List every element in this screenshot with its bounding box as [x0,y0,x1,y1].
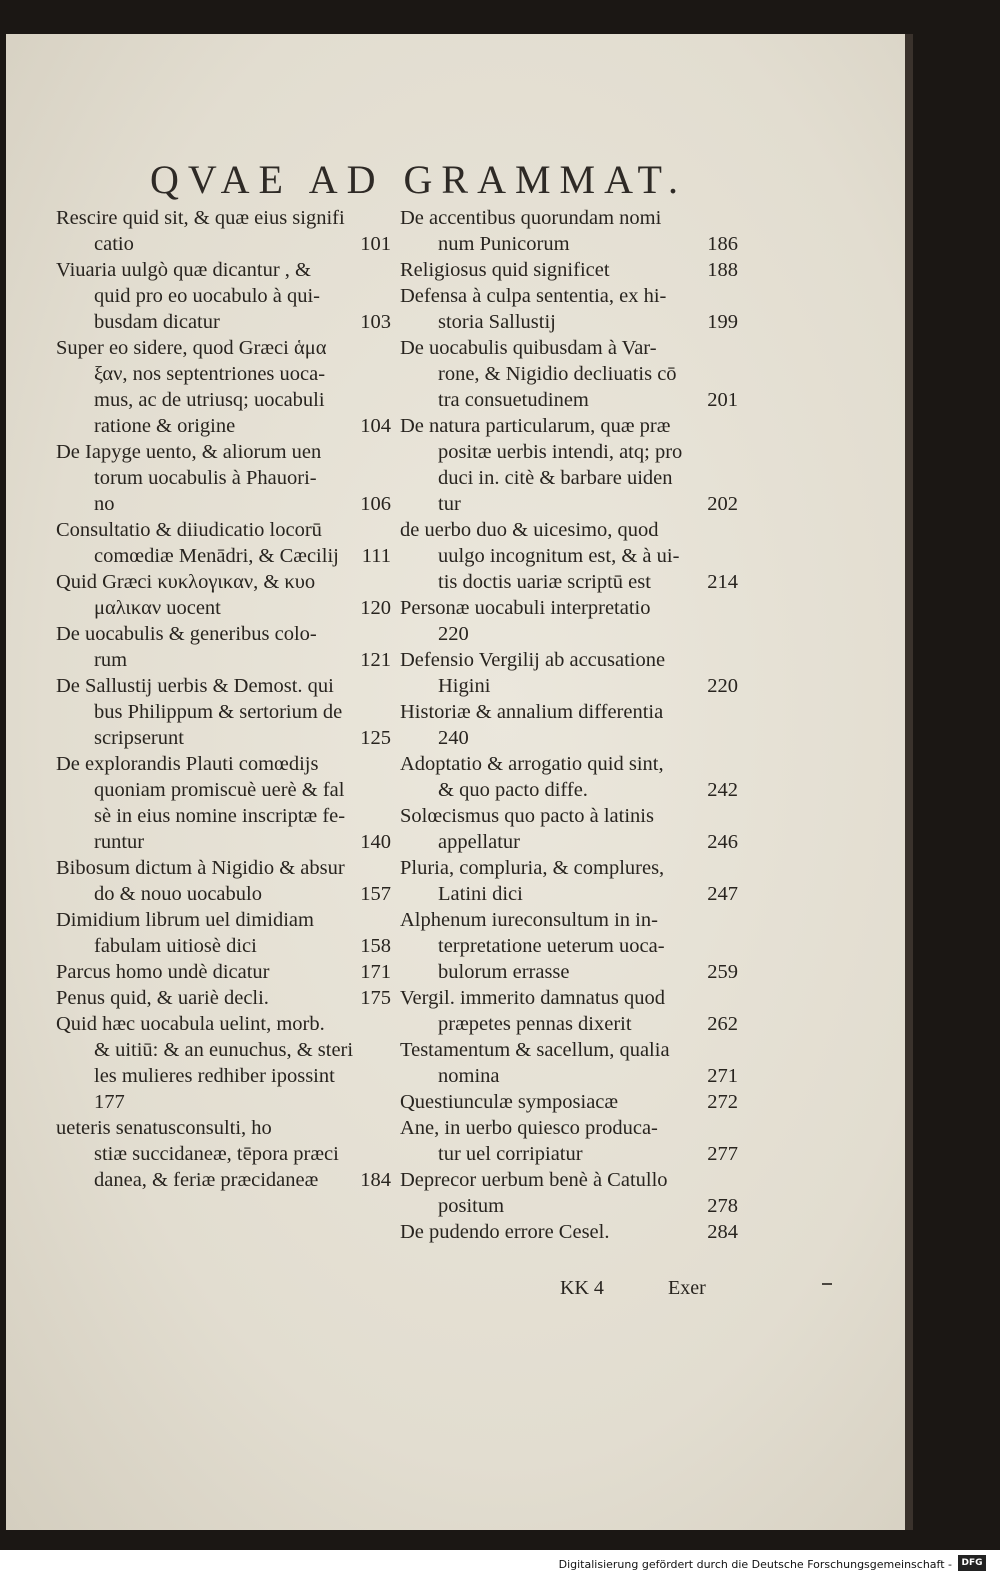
entry-line: num Punicorum 186 [438,233,738,255]
page-number: 111 [361,545,391,567]
entry-line: sè in eius nomine inscriptæ fe- [94,805,346,827]
page-number: 120 [360,597,391,619]
index-entry [56,1115,391,1193]
entry-line: les mulieres redhiber ipossint [94,1065,335,1087]
page-number: 140 [360,831,391,853]
entry-line: Bibosum dictum à Nigidio & absur [56,857,345,879]
entry-line: De natura particularum, quæ præ [400,415,671,437]
entry-line: catio 101 [94,233,391,255]
entry-line: Defensio Vergilij ab accusatione [400,649,666,671]
entry-line: terpretatione ueterum uoca- [438,935,665,957]
entry-line: Pluria, compluria, & complures, [400,857,665,879]
entry-line: stiæ succidaneæ, tēpora præci [94,1143,339,1165]
index-entry [56,257,391,335]
entry-line: & uitiū: & an eunuchus, & steri [94,1039,354,1061]
entry-line: Parcus homo undè dicatur 171 [56,961,391,983]
index-entry [400,1115,738,1167]
entry-line: De Iapyge uento, & aliorum uen [56,441,322,463]
page-edge [905,34,913,1530]
entry-line: no 106 [94,493,391,515]
index-entry [400,985,738,1037]
entry-line: Defensa à culpa sententia, ex hi- [400,285,667,307]
entry-line: Adoptatio & arrogatio quid sint, [400,753,664,775]
entry-line: De explorandis Plauti comœdijs [56,753,319,775]
index-entry [400,855,738,907]
signature-mark: KK 4 [560,1277,604,1299]
entry-line: 177 [94,1091,125,1113]
index-entry [56,439,391,517]
entry-line: Alphenum iureconsultum in in- [400,909,658,931]
page-number: 202 [707,493,738,515]
entry-line: torum uocabulis à Phauori- [94,467,317,489]
index-entry [400,907,738,985]
page-number: 186 [707,233,738,255]
entry-line: do & nouo uocabulo 157 [94,883,391,905]
index-entry [400,517,738,595]
index-entry [400,647,738,699]
entry-line: quid pro eo uocabulo à qui- [94,285,321,307]
index-entry [56,907,391,959]
entry-line: Religiosus quid significet 188 [400,259,738,281]
entry-line: & quo pacto diffe. 242 [438,779,738,801]
index-entry [56,569,391,621]
index-entry [56,1011,391,1115]
entry-line: ueteris senatusconsulti, ho [56,1117,272,1139]
entry-line: Super eo sidere, quod Græci ἁμα [56,337,327,359]
footer-credit: Digitalisierung gefördert durch die Deutsche Forschungsgemeinschaft - [558,1558,952,1571]
entry-line: danea, & feriæ præcidaneæ 184 [94,1169,391,1191]
index-entry [400,1037,738,1089]
entry-line: Historiæ & annalium differentia [400,701,664,723]
entry-line: De uocabulis quibusdam à Var- [400,337,657,359]
entry-line: quoniam promiscuè uerè & fal [94,779,345,801]
page-number: 158 [360,935,391,957]
entry-line: præpetes pennas dixerit 262 [438,1013,738,1035]
entry-line: Latini dici 247 [438,883,738,905]
page-number: 175 [360,987,391,1009]
page-number: 104 [360,415,391,437]
entry-line: Testamentum & sacellum, qualia [400,1039,670,1061]
entry-line: ξαν, nos septentriones uoca- [94,363,326,385]
index-entry [56,335,391,439]
entry-line: Rescire quid sit, & quæ eius signifi [56,207,345,229]
page-number: 262 [707,1013,738,1035]
page-number: 201 [707,389,738,411]
entry-line: Vergil. immerito damnatus quod [400,987,665,1009]
index-entry [400,413,738,517]
index-entry [400,257,738,283]
index-entry [56,855,391,907]
index-entry [400,803,738,855]
entry-line: runtur 140 [94,831,391,853]
index-entry [56,205,391,257]
entry-line: De uocabulis & generibus colo- [56,623,317,645]
page-number: 278 [707,1195,738,1217]
page-number: 125 [360,727,391,749]
entry-line: uulgo incognitum est, & à ui- [438,545,680,567]
catchword: Exer [668,1277,706,1299]
index-entry [400,1219,738,1245]
entry-line: positæ uerbis intendi, atq; pro [438,441,683,463]
entry-line: de uerbo duo & uicesimo, quod [400,519,659,541]
index-column-left [56,205,391,1193]
entry-line: tur uel corripiatur 277 [438,1143,738,1165]
entry-line: rum 121 [94,649,391,671]
page-number: 101 [360,233,391,255]
index-entry [400,699,738,751]
page-number: 106 [360,493,391,515]
entry-line: De accentibus quorundam nomi [400,207,662,229]
index-entry [400,751,738,803]
entry-line: Penus quid, & uariè decli. 175 [56,987,391,1009]
index-entry [400,283,738,335]
index-entry [400,205,738,257]
index-entry [400,1089,738,1115]
page-number: 157 [360,883,391,905]
dfg-logo: DFG [958,1555,986,1571]
page-number: 184 [360,1169,391,1191]
entry-line: De Sallustij uerbis & Demost. qui [56,675,334,697]
page-number: 214 [707,571,738,593]
entry-line: Viuaria uulgò quæ dicantur , & [56,259,311,281]
entry-line: comœdiæ Menādri, & Cæcilij 111 [94,545,391,567]
entry-line: tra consuetudinem 201 [438,389,738,411]
page-number: 220 [707,675,738,697]
entry-line: Solœcismus quo pacto à latinis [400,805,654,827]
entry-line: busdam dicatur 103 [94,311,391,333]
entry-line: ratione & origine 104 [94,415,391,437]
page-number: 121 [360,649,391,671]
entry-line: Deprecor uerbum benè à Catullo [400,1169,668,1191]
entry-line: Questiunculæ symposiacæ 272 [400,1091,738,1113]
index-entry [56,751,391,855]
entry-line: 220 [438,623,469,645]
index-entry [56,959,391,985]
entry-line: duci in. citè & barbare uiden [438,467,673,489]
entry-line: De pudendo errore Cesel. 284 [400,1221,738,1243]
page-number: 103 [360,311,391,333]
page-number: 277 [707,1143,738,1165]
entry-line: 240 [438,727,469,749]
entry-line: bulorum errasse 259 [438,961,738,983]
entry-line: scripserunt 125 [94,727,391,749]
entry-line: Personæ uocabuli interpretatio [400,597,651,619]
page-number: 284 [707,1221,738,1243]
page-number: 199 [707,311,738,333]
index-entry [400,1167,738,1219]
index-entry [400,595,738,647]
entry-line: Quid hæc uocabula uelint, morb. [56,1013,325,1035]
entry-line: Consultatio & diiudicatio locorū [56,519,322,541]
entry-line: rone, & Nigidio decliuatis cō [438,363,677,385]
page-number: 272 [707,1091,738,1113]
running-heading: QVAE AD GRAMMAT. [150,157,688,202]
page-number: 171 [360,961,391,983]
page-number: 242 [707,779,738,801]
entry-line: mus, ac de utriusq; uocabuli [94,389,325,411]
index-entry [56,985,391,1011]
entry-line: Higini 220 [438,675,738,697]
entry-line: storia Sallustij 199 [438,311,738,333]
entry-line: tis doctis uariæ scriptū est 214 [438,571,738,593]
index-entry [56,517,391,569]
index-entry [56,621,391,673]
index-entry [400,335,738,413]
page-number: 271 [707,1065,738,1087]
entry-line: bus Philippum & sertorium de [94,701,343,723]
page-number: 246 [707,831,738,853]
entry-line: nomina 271 [438,1065,738,1087]
entry-line: Ane, in uerbo quiesco produca- [400,1117,658,1139]
entry-line: μαλικαν uocent 120 [94,597,391,619]
index-column-right [400,205,738,1245]
index-entry [56,673,391,751]
page-number: 259 [707,961,738,983]
entry-line: Quid Græci κυκλογικαν, & κυο [56,571,316,593]
page-number: 188 [707,259,738,281]
margin-dash [822,1283,832,1285]
entry-line: positum 278 [438,1195,738,1217]
page-number: 247 [707,883,738,905]
entry-line: fabulam uitiosè dici 158 [94,935,391,957]
entry-line: tur 202 [438,493,738,515]
entry-line: appellatur 246 [438,831,738,853]
entry-line: Dimidium librum uel dimidiam [56,909,314,931]
